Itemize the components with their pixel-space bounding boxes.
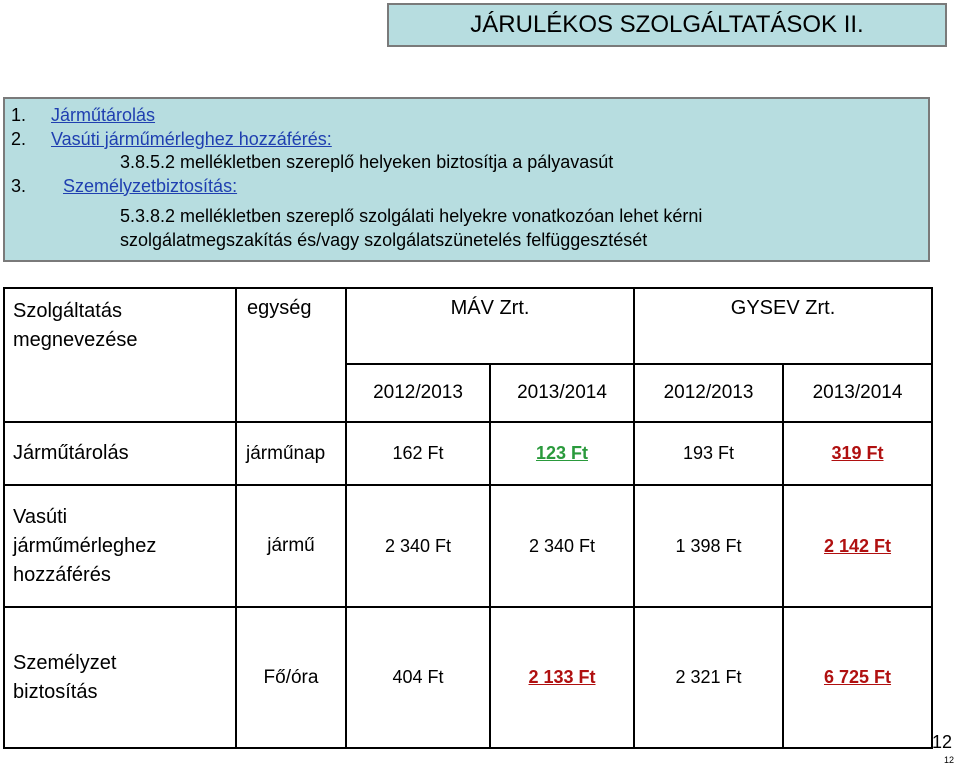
value-cell-changed: 123 Ft bbox=[490, 422, 634, 485]
list-item-1 bbox=[11, 104, 156, 128]
value-cell: 193 Ft bbox=[634, 422, 783, 485]
row-name: Személyzet biztosítás bbox=[4, 607, 236, 748]
row-unit: jármű bbox=[236, 485, 346, 607]
row-name: Vasúti járműmérleghez hozzáférés bbox=[4, 485, 236, 607]
tariff-table bbox=[3, 287, 933, 749]
header-service-name-cont bbox=[4, 364, 236, 422]
table-row bbox=[4, 607, 932, 748]
row-unit: Fő/óra bbox=[236, 607, 346, 748]
list-item-3-detail-1: 5.3.8.2 mellékletben szereplő szolgálati helyekre vonatkozóan lehet kérni bbox=[120, 206, 703, 226]
slide-title bbox=[387, 3, 947, 47]
header-company-gysev: GYSEV Zrt. bbox=[634, 288, 932, 364]
year-header: 2012/2013 bbox=[634, 364, 783, 422]
page-number-small: 12 bbox=[944, 755, 955, 765]
year-header: 2012/2013 bbox=[346, 364, 490, 422]
row-name: Járműtárolás bbox=[4, 422, 236, 485]
row-unit: járműnap bbox=[236, 422, 346, 485]
value-cell: 404 Ft bbox=[346, 607, 490, 748]
table-year-row bbox=[4, 364, 932, 422]
value-cell: 2 321 Ft bbox=[634, 607, 783, 748]
list-item-label: Járműtárolás bbox=[51, 105, 156, 125]
slide-title-text: JÁRULÉKOS SZOLGÁLTATÁSOK II. bbox=[470, 11, 864, 38]
value-cell-changed: 319 Ft bbox=[783, 422, 932, 485]
table-row bbox=[4, 485, 932, 607]
list-item-2 bbox=[11, 128, 332, 152]
list-number: 2. bbox=[11, 128, 27, 149]
value-cell: 2 340 Ft bbox=[490, 485, 634, 607]
value-cell: 2 340 Ft bbox=[346, 485, 490, 607]
value-cell-changed: 2 133 Ft bbox=[490, 607, 634, 748]
list-number: 3. bbox=[11, 175, 27, 196]
table-header-row bbox=[4, 288, 932, 364]
list-item-label: Személyzetbiztosítás: bbox=[63, 175, 238, 196]
list-item-3-detail-2: szolgálatmegszakítás és/vagy szolgálatszünetelés felfüggesztését bbox=[120, 229, 648, 250]
value-cell: 1 398 Ft bbox=[634, 485, 783, 607]
header-company-mav: MÁV Zrt. bbox=[346, 288, 634, 364]
header-unit: egység bbox=[236, 288, 346, 364]
list-item-3 bbox=[11, 175, 238, 199]
header-service-name: Szolgáltatás megnevezése bbox=[4, 288, 236, 364]
year-header: 2013/2014 bbox=[783, 364, 932, 422]
value-cell-changed: 6 725 Ft bbox=[783, 607, 932, 748]
list-item-label: Vasúti járműmérleghez hozzáférés: bbox=[51, 128, 332, 149]
year-header: 2013/2014 bbox=[490, 364, 634, 422]
page-number: 12 bbox=[932, 732, 953, 752]
value-cell: 162 Ft bbox=[346, 422, 490, 485]
value-cell-changed: 2 142 Ft bbox=[783, 485, 932, 607]
list-number: 1. bbox=[11, 105, 27, 125]
header-unit-cont bbox=[236, 364, 346, 422]
service-list bbox=[3, 97, 930, 262]
list-item-2-detail: 3.8.5.2 mellékletben szereplő helyeken biztosítja a pályavasút bbox=[120, 152, 614, 172]
table-row bbox=[4, 422, 932, 485]
